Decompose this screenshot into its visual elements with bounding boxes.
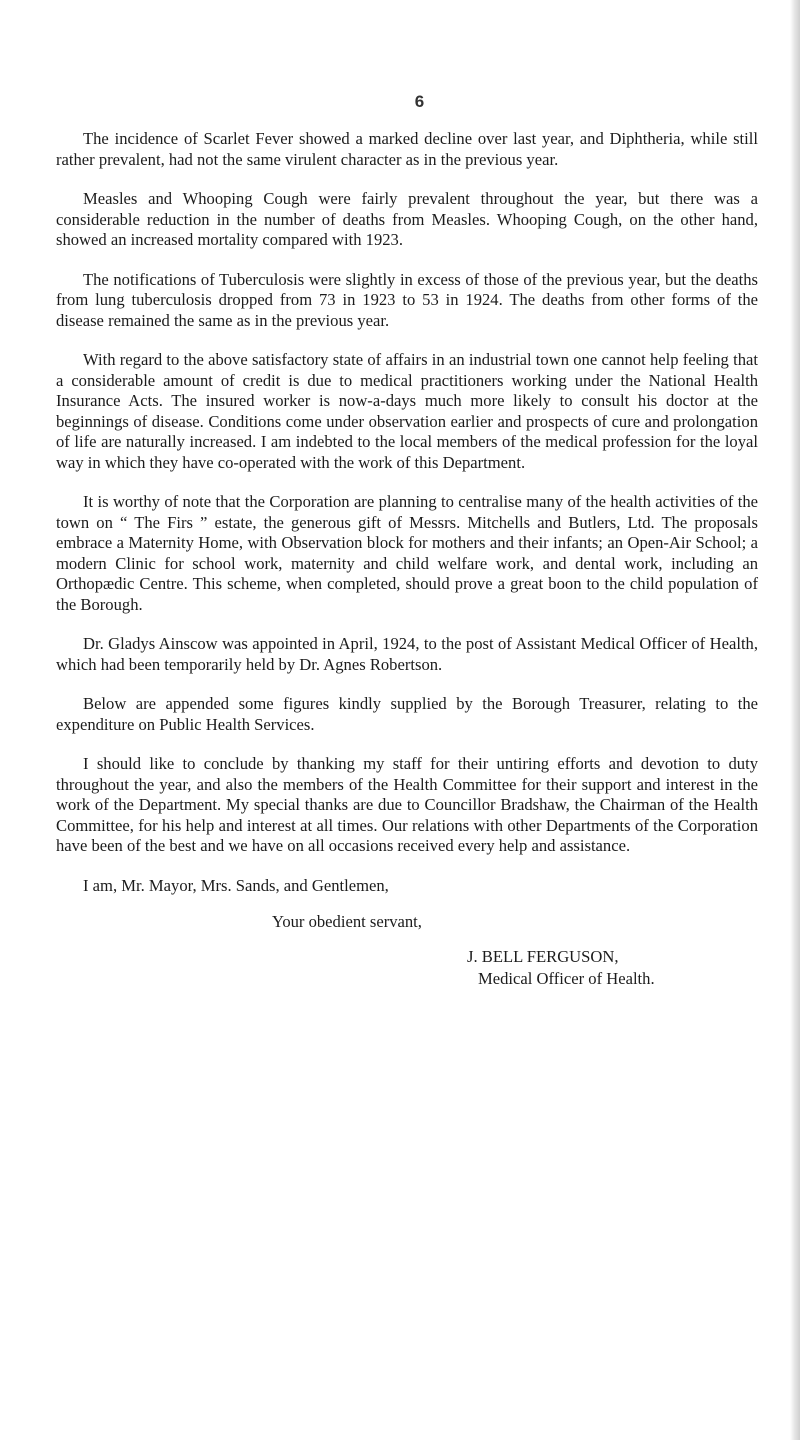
paragraph-appointment: Dr. Gladys Ainscow was appointed in April, 1924, to the post of Assistant Medical Officer of Health, which had been temporarily held by Dr. Agnes Robertson.: [56, 634, 758, 674]
paragraph-expenditure: Below are appended some figures kindly supplied by the Borough Treasurer, relating to the expenditure on Public Health Services.: [56, 694, 758, 734]
document-page: [56, 92, 758, 990]
closing-valediction: Your obedient servant,: [272, 912, 422, 931]
page-number: 6: [414, 92, 425, 111]
paragraph-measles: Measles and Whooping Cough were fairly prevalent throughout the year, but there was a considerable reduction in the number of deaths from Measles. Whooping Cough, on the other hand, showed an increased mortality compared with 1923.: [56, 189, 758, 249]
signature-name: J. BELL FERGUSON,: [467, 946, 619, 966]
paragraph-tuberculosis: The notifications of Tuberculosis were slightly in excess of those of the previous year, but the deaths from lung tuberculosis dropped from 73 in 1923 to 53 in 1924. The deaths from other forms of the disease remained the same as in the previous year.: [56, 269, 758, 330]
paragraph-medical-practitioners: With regard to the above satisfactory state of affairs in an industrial town one cannot help feeling that a considerable amount of credit is due to medical practitioners working under the National Health Insurance Acts. The insured worker is now-a-days much more likely to consult his doctor at the beginnings of disease. Conditions come under observation earlier and prospects of cure and prolongation of life are naturally increased. I am indebted to the local members of the medical profession for the loyal way in which they have co-operated with the work of this Department.: [56, 350, 758, 472]
paragraph-thanks: I should like to conclude by thanking my staff for their untiring efforts and devotion to duty throughout the year, and also the members of the Health Committee for their support and interest in the work of the Department. My special thanks are due to Councillor Bradshaw, the Chairman of the Health Committee, for his help and interest at all times. Our relations with other Departments of the Corporation have been of the best and we have on all occasions received every help and assistance.: [56, 754, 758, 855]
signature-title: Medical Officer of Health.: [478, 969, 655, 988]
paragraph-scarlet-fever: The incidence of Scarlet Fever showed a marked decline over last year, and Diphtheria, while still rather prevalent, had not the same virulent character as in the previous year.: [56, 129, 758, 169]
paragraph-the-firs: It is worthy of note that the Corporation are planning to centralise many of the health activities of the town on “ The Firs ” estate, the generous gift of Messrs. Mitchells and Butlers, Ltd. The proposals embrace a Maternity Home, with Observation block for mothers and their infants; an Open-Air School; a modern Clinic for school work, maternity and child welfare work, and dental work, including an Orthopædic Centre. This scheme, when completed, should prove a great boon to the child population of the Borough.: [56, 492, 758, 614]
scan-edge-shadow: [790, 0, 800, 1440]
closing-salutation: I am, Mr. Mayor, Mrs. Sands, and Gentlemen,: [83, 875, 389, 895]
